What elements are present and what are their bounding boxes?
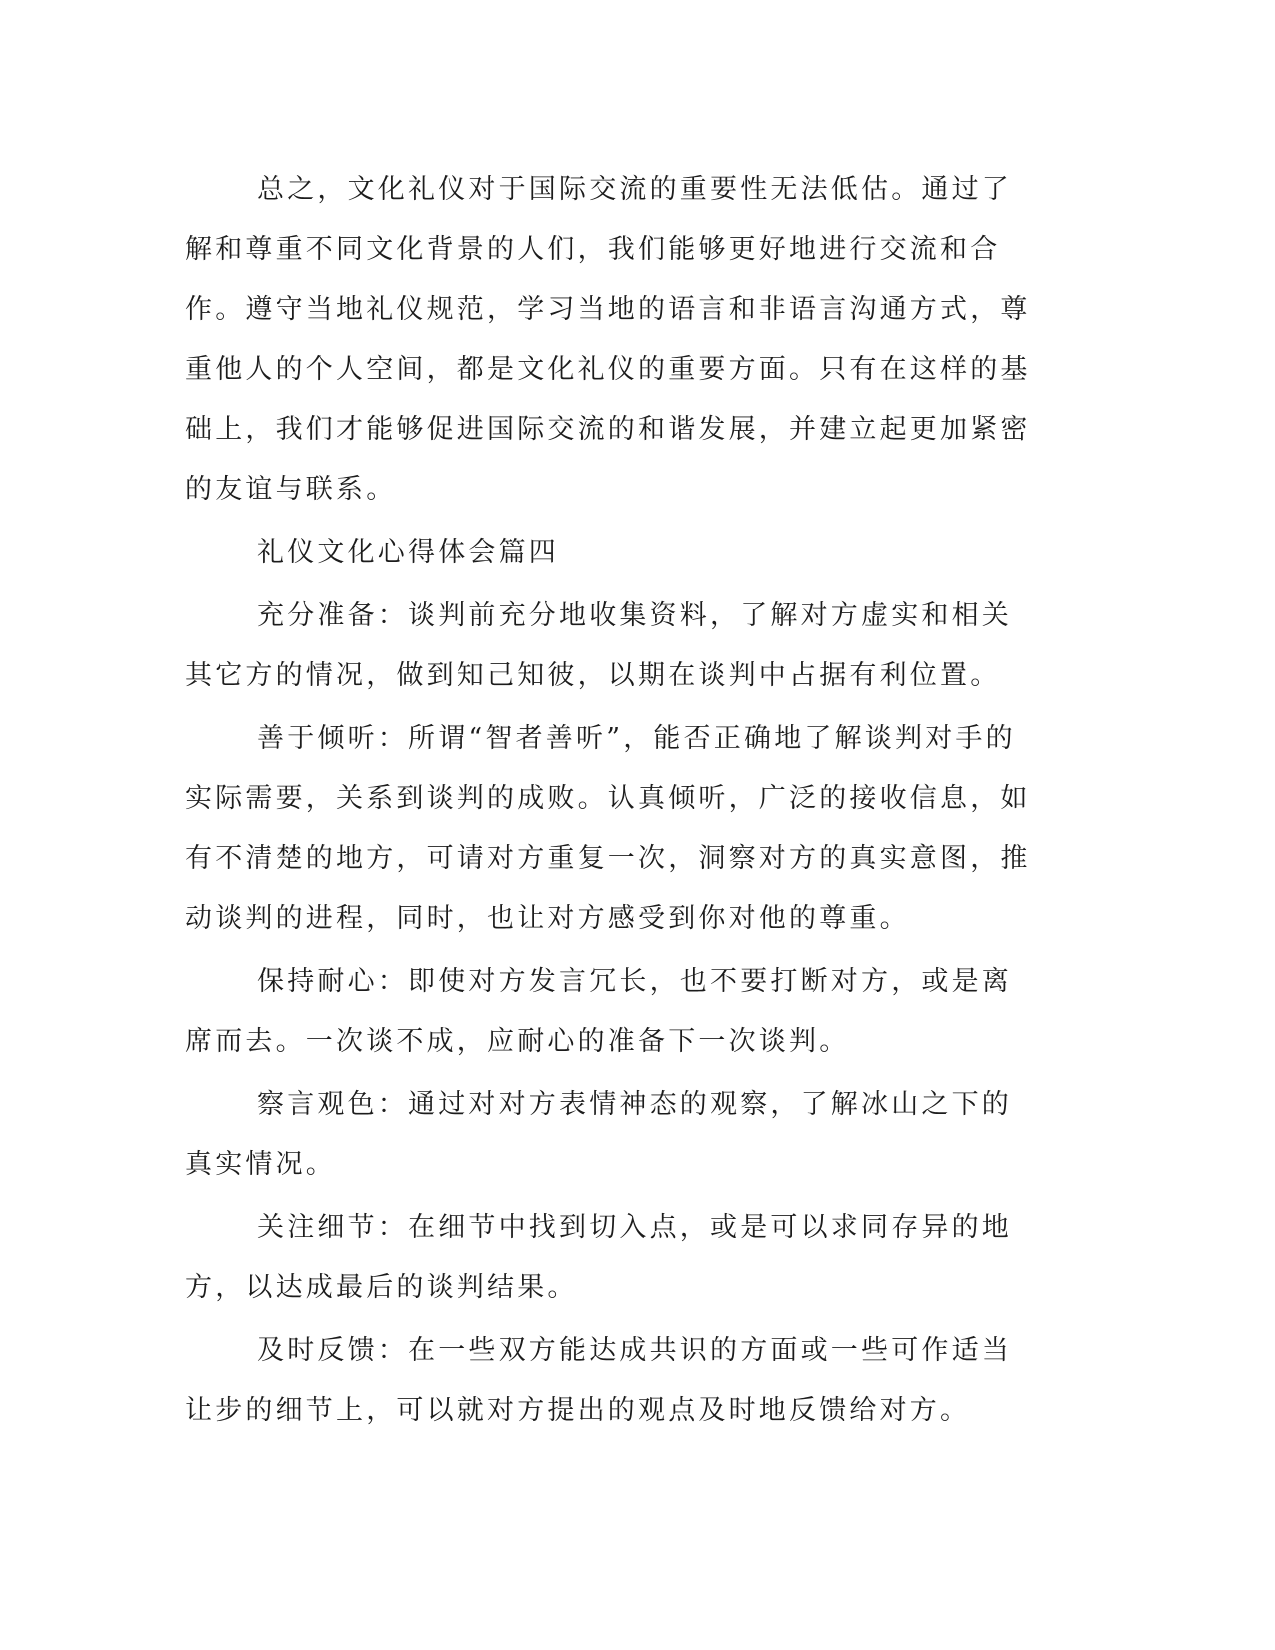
- section-heading: 礼仪文化心得体会篇四: [257, 537, 559, 568]
- paragraph-listening: 善于倾听：所谓“智者善听”，能否正确地了解谈判对手的实际需要，关系到谈判的成败。认真倾听，广泛的接收信息，如有不清楚的地方，可请对方重复一次，洞察对方的真实意图，推动谈判的进程，同时，也让对方感受到你对他的尊重。: [185, 723, 1031, 934]
- paragraph-details: 关注细节：在细节中找到切入点，或是可以求同存异的地方，以达成最后的谈判结果。: [185, 1212, 1012, 1303]
- paragraph-feedback: 及时反馈：在一些双方能达成共识的方面或一些可作适当让步的细节上，可以就对方提出的观点及时地反馈给对方。: [185, 1335, 1012, 1426]
- paragraph-conclusion: 总之，文化礼仪对于国际交流的重要性无法低估。通过了解和尊重不同文化背景的人们，我们能够更好地进行交流和合作。遵守当地礼仪规范，学习当地的语言和非语言沟通方式，尊重他人的个人空间，都是文化礼仪的重要方面。只有在这样的基础上，我们才能够促进国际交流的和谐发展，并建立起更加紧密的友谊与联系。: [185, 174, 1031, 505]
- paragraph-preparation: 充分准备：谈判前充分地收集资料，了解对方虚实和相关其它方的情况，做到知己知彼，以期在谈判中占据有利位置。: [185, 600, 1012, 691]
- document-body: [185, 160, 1035, 1444]
- paragraph-patience: 保持耐心：即使对方发言冗长，也不要打断对方，或是离席而去。一次谈不成，应耐心的准备下一次谈判。: [185, 966, 1012, 1057]
- paragraph-observation: 察言观色：通过对对方表情神态的观察，了解冰山之下的真实情况。: [185, 1089, 1012, 1180]
